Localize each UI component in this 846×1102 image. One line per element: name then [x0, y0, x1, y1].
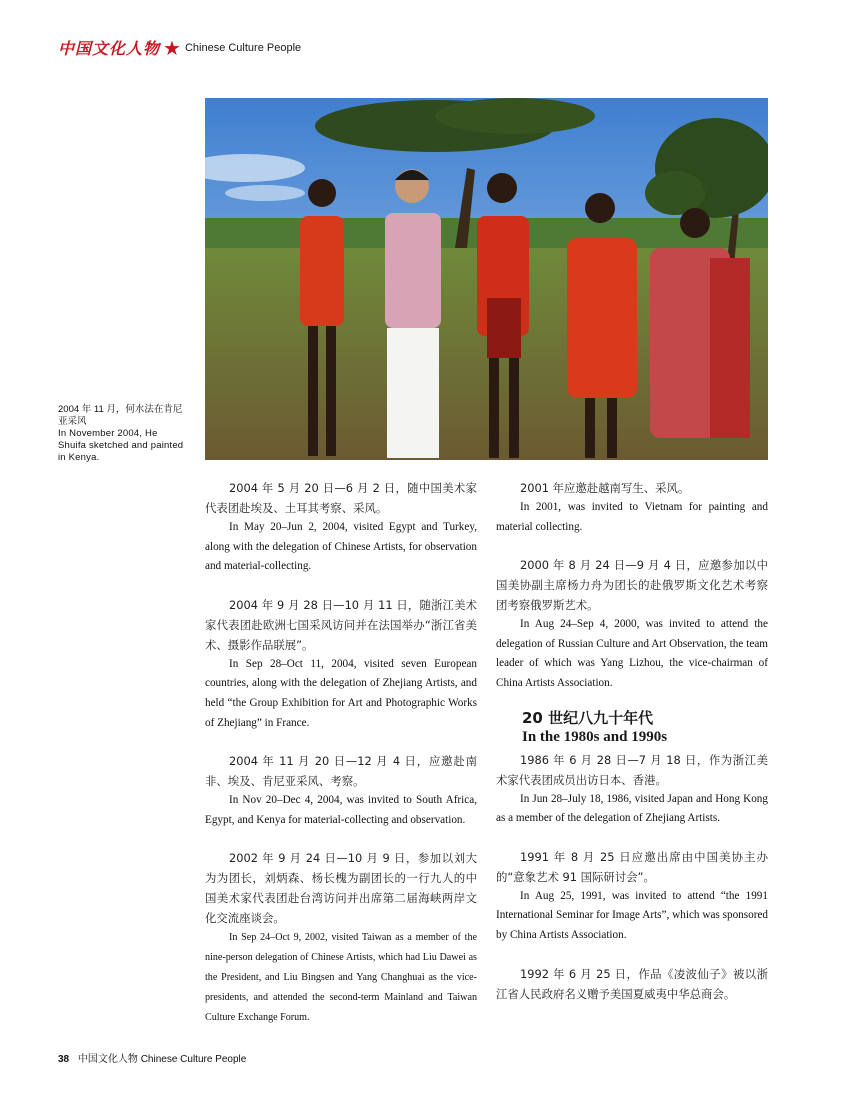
- entry-cn: 1992 年 6 月 25 日，作品《凌波仙子》被以浙江省人民政府名义赠予美国夏威夷中华总商会。: [496, 966, 768, 1001]
- entry-en: In Sep 24–Oct 9, 2002, visited Taiwan as a member of the nine-person delegation of Chinese Artists, which had Liu Dawei as the President, and Liu Bingsen and Yang Changhuai as the vice-presidents, and attended the second-term Mainland and Taiwan Culture Exchange Forum.: [205, 932, 477, 1024]
- entry-cn: 2004 年 9 月 28 日—10 月 11 日，随浙江美术家代表团赴欧洲七国采风访问并在法国举办“浙江省美术、摄影作品联展”。: [205, 597, 477, 652]
- entry-en: In Aug 25, 1991, was invited to attend “the 1991 International Seminar for Image Arts”, which was sponsored by China Artists Association.: [496, 889, 768, 941]
- entry-cn: 2004 年 11 月 20 日—12 月 4 日，应邀赴南非、埃及、肯尼亚采风、考察。: [205, 754, 477, 789]
- footer-title-en: Chinese Culture People: [140, 1054, 247, 1065]
- entry-cn: 1986 年 6 月 28 日—7 月 18 日，作为浙江美术家代表团成员出访日本、香港。: [496, 752, 768, 787]
- entry-cn: 2004 年 5 月 20 日—6 月 2 日，随中国美术家代表团赴埃及、土耳其考察、采风。: [205, 481, 477, 515]
- page-header: [58, 36, 301, 59]
- entry-cn: 2002 年 9 月 24 日—10 月 9 日，参加以刘大为为团长，刘炳森、杨长槐为副团长的一行九人的中国美术家代表团赴台湾访问并出席第二届海峡两岸文化交流座谈会。: [205, 851, 477, 926]
- caption-en: In November 2004, He Shuifa sketched and painted in Kenya.: [58, 428, 184, 463]
- entry-en: In 2001, was invited to Vietnam for painting and material collecting.: [496, 501, 768, 533]
- section-title-cn: 20 世纪八九十年代: [522, 708, 654, 727]
- entry-en: In Sep 28–Oct 11, 2004, visited seven European countries, along with the delegation of Zhejiang Artists, and held “the Group Exhibition for Art and Photographic Works of Zhejiang” in France.: [205, 657, 477, 729]
- page-footer: [58, 1050, 246, 1065]
- page-number: 38: [58, 1054, 70, 1065]
- section-title-en: In the 1980s and 1990s: [522, 728, 668, 745]
- entry-en: In Jun 28–July 18, 1986, visited Japan and Hong Kong as a member of the delegation of Zhejiang Artists.: [496, 792, 768, 825]
- entry-cn: 2001 年应邀赴越南写生、采风。: [520, 481, 690, 495]
- footer-title-cn: 中国文化人物: [77, 1054, 138, 1065]
- right-column: [496, 478, 768, 1004]
- entry-cn: 1991 年 8 月 25 日应邀出席由中国美协主办的“意象艺术 91 国际研讨会”。: [496, 849, 768, 884]
- header-title-en: Chinese Culture People: [184, 41, 302, 54]
- entry-en: In Aug 24–Sep 4, 2000, was invited to attend the delegation of Russian Culture and Art Observation, the team leader of which was Yang Lizhou, the vice-chairman of China Artists Association.: [496, 618, 768, 689]
- photo-caption: [58, 404, 188, 464]
- star-icon: ★: [163, 35, 181, 60]
- entry-cn: 2000 年 8 月 24 日—9 月 4 日，应邀参加以中国美协副主席杨力舟为团长的赴俄罗斯文化艺术考察团考察俄罗斯艺术。: [496, 558, 768, 613]
- header-title-cn: 中国文化人物: [58, 39, 161, 58]
- kenya-photo: [205, 98, 768, 460]
- entry-en: In May 20–Jun 2, 2004, visited Egypt and Turkey, along with the delegation of Chinese Artists, for observation and material-collecting.: [205, 521, 477, 573]
- caption-cn: 2004 年 11 月，何水法在肯尼亚采风: [58, 404, 183, 427]
- left-column: [205, 478, 477, 1028]
- entry-en: In Nov 20–Dec 4, 2004, was invited to South Africa, Egypt, and Kenya for material-collecting and observation.: [205, 794, 477, 826]
